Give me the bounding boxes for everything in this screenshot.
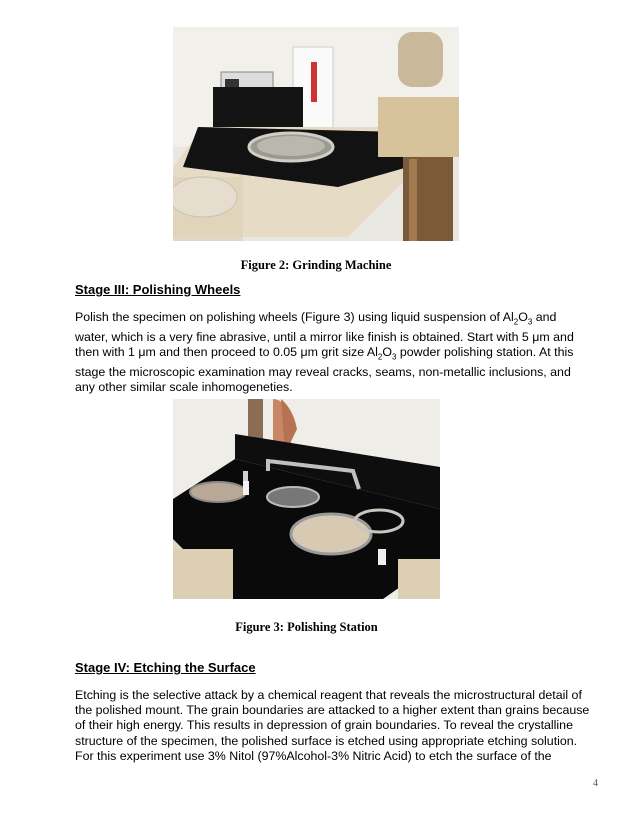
grinding-machine-photo xyxy=(173,27,459,241)
stage-4-heading: Stage IV: Etching the Surface xyxy=(75,660,256,675)
figure-3-caption: Figure 3: Polishing Station xyxy=(235,620,378,634)
stage-3-paragraph: Polish the specimen on polishing wheels (Figure 3) using liquid suspension of $Al_2O_3$ and water, which is a very fine abrasive, until a mirror like finish is obtained. Start with 5 μm and then with 1 μm and then proceed to 0.05 μm grit size $Al_2O_3$ powder polishing station. At this stage the microscopic examination may reveal cracks, seams, non-metallic inclusions, and any other similar scale inhomogeneties. xyxy=(75,310,574,394)
polishing-station-photo xyxy=(173,399,440,599)
stage-4-paragraph: Etching is the selective attack by a chemical reagent that reveals the microstructural detail of the polished mount. The grain boundaries are attacked to a higher extent than grains because of their high energy. This results in depression of grain boundaries. To reveal the crystalline structure of the specimen, the polished surface is etched using appropriate etching solution. For this experiment use 3% Nitol (97%Alcohol-3% Nitric Acid) to etch the surface of the xyxy=(75,688,590,763)
figure-2-caption: Figure 2: Grinding Machine xyxy=(240,258,392,272)
page-number: 4 xyxy=(593,778,598,789)
stage-3-heading: Stage III: Polishing Wheels xyxy=(75,282,241,297)
